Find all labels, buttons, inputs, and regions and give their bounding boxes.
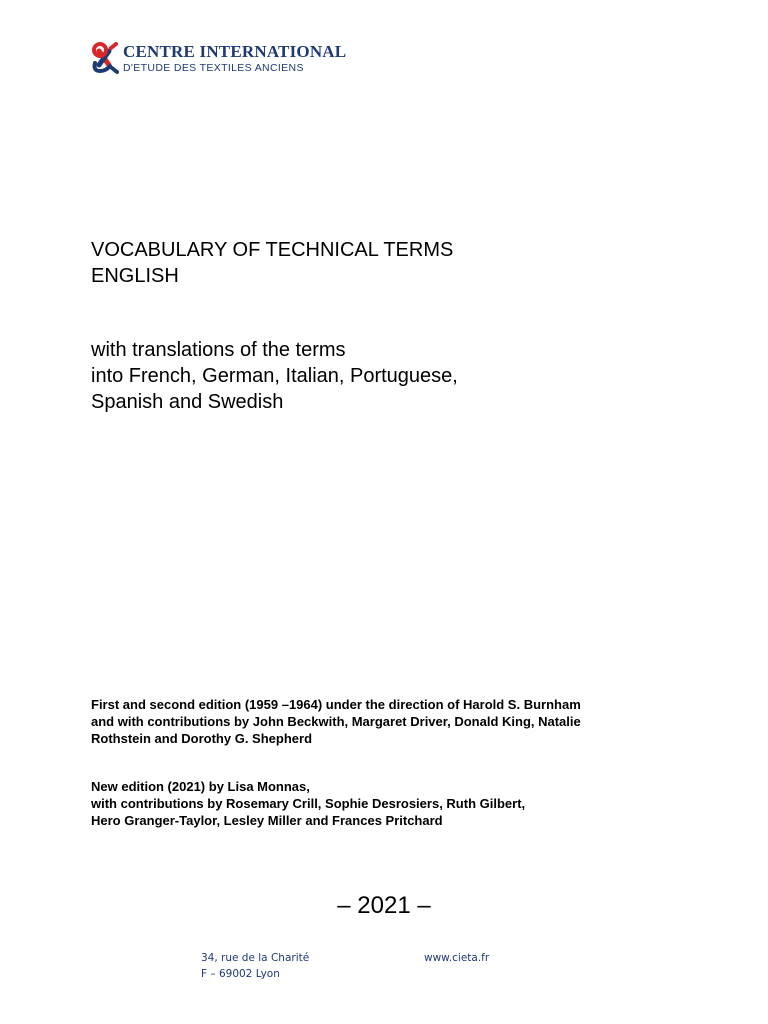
- credits-line: Hero Granger-Taylor, Lesley Miller and Frances Pritchard: [91, 813, 443, 828]
- title-line-1: VOCABULARY OF TECHNICAL TERMS: [91, 239, 454, 261]
- credits-line: First and second edition (1959 –1964) under the direction of Harold S. Burnham: [91, 697, 581, 712]
- logo-text: [123, 43, 346, 74]
- logo-title: CENTRE INTERNATIONAL: [123, 41, 347, 61]
- credits-line: and with contributions by John Beckwith, Margaret Driver, Donald King, Natalie: [91, 714, 581, 729]
- title-line-2: ENGLISH: [91, 265, 179, 287]
- cieta-logo: [90, 38, 346, 78]
- address-line-2: F – 69002 Lyon: [201, 968, 280, 980]
- credits-line: with contributions by Rosemary Crill, Sophie Desrosiers, Ruth Gilbert,: [91, 796, 526, 811]
- document-title: [91, 237, 453, 289]
- credits-line: New edition (2021) by Lisa Monnas,: [91, 779, 310, 794]
- translations-line-3: Spanish and Swedish: [91, 391, 284, 413]
- translations-note: [91, 337, 458, 415]
- translations-line-2: into French, German, Italian, Portuguese,: [91, 365, 458, 387]
- new-edition-credits: [91, 778, 525, 829]
- footer-address: [201, 950, 309, 982]
- address-line-1: 34, rue de la Charité: [201, 952, 310, 964]
- first-edition-credits: [91, 696, 581, 747]
- translations-line-1: with translations of the terms: [91, 339, 346, 361]
- website-link[interactable]: www.cieta.fr: [424, 952, 490, 964]
- logo-subtitle: D'ETUDE DES TEXTILES ANCIENS: [123, 61, 304, 74]
- publication-year: – 2021 –: [337, 892, 431, 919]
- credits-line: Rothstein and Dorothy G. Shepherd: [91, 731, 313, 746]
- ampersand-icon: [90, 41, 120, 75]
